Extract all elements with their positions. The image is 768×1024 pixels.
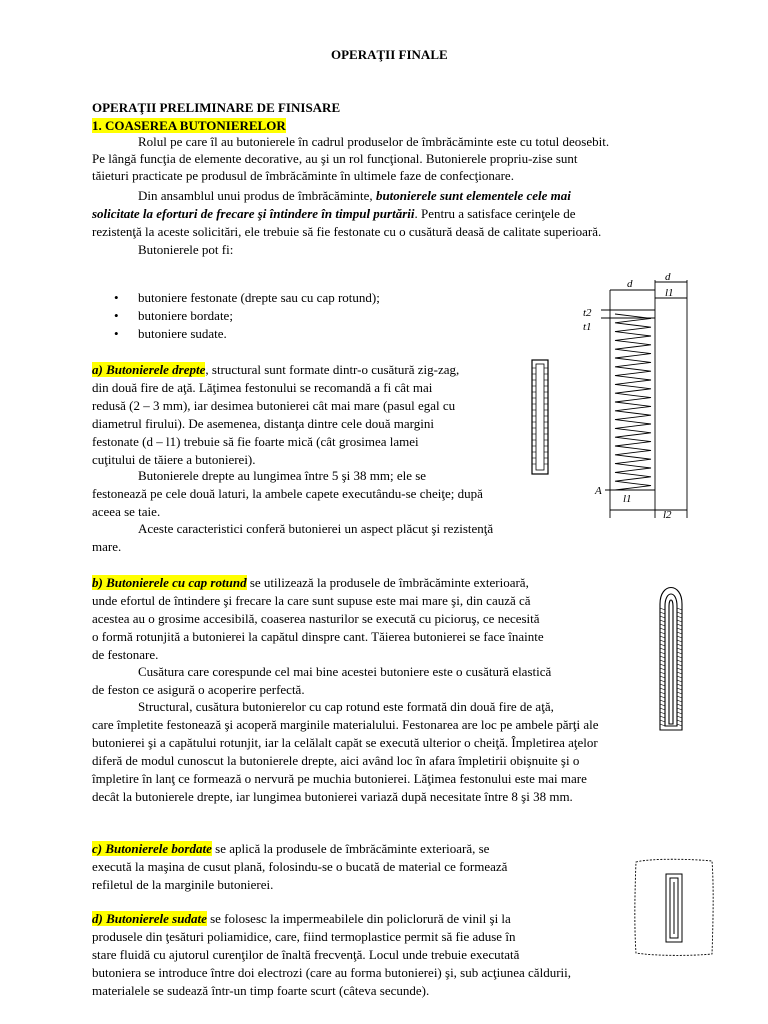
section-a-heading: a) Butonierele drepte [92, 362, 206, 377]
dimension-label-d: d [627, 278, 633, 290]
straight-buttonhole-figure [530, 358, 550, 476]
section-b-p2-line1: Cusătura care corespunde cel mai bine acestei butoniere este o cusătură elastică [138, 664, 552, 679]
section-d-line3: stare fluidă cu ajutorul curenţilor de înaltă frecvenţă. Locul unde trebuie executată [92, 947, 520, 962]
dimension-label-t1: t1 [583, 321, 592, 333]
bullet-text: butoniere sudate. [138, 326, 227, 341]
section-c-line1 [92, 841, 489, 857]
section-b-line5: de festonare. [92, 647, 159, 662]
dimension-label-t2: t2 [583, 307, 592, 319]
section-d-line5: materialele se sudează într-un timp foarte scurt (câteva secunde). [92, 983, 430, 998]
section-b-line1 [92, 575, 529, 591]
section-b-line1-text: se utilizează la produsele de îmbrăcăminte exterioară, [246, 575, 529, 590]
intro-p2-line1-b: butonierele sunt elementele cele mai [375, 188, 571, 203]
intro-p2-line2 [92, 206, 575, 222]
intro-p2-line2-b: . Pentru a satisface cerinţele de [414, 206, 576, 221]
section-b-p3-line1: Structural, cusătura butonierelor cu cap rotund este formată din două fire de aţă, [138, 699, 554, 714]
bullet-item [114, 326, 227, 342]
section-b-p3-line2: care împletite festonează şi acoperă marginile materialului. Festonarea are loc pe ambele părţi ale [92, 717, 599, 732]
bullet-text: butoniere festonate (drepte sau cu cap rotund); [138, 290, 380, 305]
intro-p2-line1 [138, 188, 571, 204]
bullet-item [114, 290, 380, 306]
section-a-line1 [92, 362, 459, 378]
bullet-dot-icon: • [114, 290, 119, 305]
section-c-line2: execută la maşina de cusut plană, folosindu-se o bucată de material ce formează [92, 859, 508, 874]
intro-p2-line2-a: solicitate la eforturi de frecare şi întindere în timpul purtării [92, 206, 415, 221]
section-a-line1-text: , structural sunt formate dintr-o cusătură zig-zag, [205, 362, 460, 377]
section-a-p3-line2: mare. [92, 539, 122, 554]
section-d-line1-text: se folosesc la impermeabilele din policlorură de vinil şi la [206, 911, 511, 926]
section-a-line6: cuţitului de tăiere a butonierei). [92, 452, 256, 467]
section-b-p3-line4: diferă de modul cunoscut la butonierele drepte, aici având loc în afara împletirii obişnuite şi o [92, 753, 580, 768]
bordered-buttonhole-figure [632, 856, 716, 958]
round-head-buttonhole-figure [652, 564, 690, 732]
section-c-line3: refiletul de la marginile butonierei. [92, 877, 274, 892]
bullet-text: butoniere bordate; [138, 308, 233, 323]
dimension-label-d-top: d [665, 271, 671, 283]
dimension-label-l2: l2 [663, 509, 672, 521]
dimension-label-l1-bottom: l1 [623, 493, 632, 505]
section-b-line3: acestea au o grosime accesibilă, coaserea nasturilor se execută cu picioruş, ce necesită [92, 611, 540, 626]
section-b-line2: unde efortul de întindere şi frecare la care sunt supuse este mai mare şi, din cauză că [92, 593, 531, 608]
section-b-heading: b) Butonierele cu cap rotund [92, 575, 247, 590]
page-title: OPERAŢII FINALE [331, 47, 448, 62]
intro-p1-line1: Rolul pe care îl au butonierele în cadrul produselor de îmbrăcăminte este cu totul deosebit. [138, 134, 610, 149]
section-d-heading: d) Butonierele sudate [92, 911, 207, 926]
section-heading: OPERAŢII PRELIMINARE DE FINISARE [92, 100, 341, 115]
section-d-line2: produsele din ţesături poliamidice, care, fiind termoplastice permit să fie aduse în [92, 929, 516, 944]
section-a-p2-line2: festonează pe cele două laturi, la ambele capete executându-se cheiţe; după [92, 486, 483, 501]
section-a-p2-line1: Butonierele drepte au lungimea între 5 şi 38 mm; ele se [138, 468, 427, 483]
dimension-label-l1: l1 [665, 287, 674, 299]
section-a-line3: redusă (2 – 3 mm), iar desimea butonierei cât mai mare (pasul egal cu [92, 398, 456, 413]
section-c-line1-text: se aplică la produsele de îmbrăcăminte exterioară, se [211, 841, 490, 856]
section-b-p2-line2: de feston ce asigură o acoperire perfectă. [92, 682, 305, 697]
section-a-p3-line1: Aceste caracteristici conferă butonierei un aspect plăcut şi rezistenţă [138, 521, 494, 536]
section-b-p3-line5: împletire în lanţ ce formează o nervură pe muchia butonierei. Lăţimea festonului este mai mare [92, 771, 587, 786]
intro-p2-line3: rezistenţă la aceste solicitări, ele trebuie să fie festonate cu o cusătură deasă de calitate superioară. [92, 224, 602, 239]
section-a-line4: diametrul firului). De asemenea, distanţa dintre cele două margini [92, 416, 434, 431]
intro-p1-line3: tăieturi practicate pe produsul de îmbrăcăminte în ultimele faze de confecţionare. [92, 168, 514, 183]
section-a-line5: festonate (d – l1) trebuie să fie foarte mică (cât grosimea lamei [92, 434, 419, 449]
section-b-p3-line6: decât la butonierele drepte, iar lungimea butonierei variază după necesitate între 8 şi 38 mm. [92, 789, 573, 804]
section-b-line4: o formă rotunjită a butonierei la capătul dinspre cant. Tăierea butonierei se face înainte [92, 629, 544, 644]
section-d-line4: butoniera se introduce între doi electrozi (care au forma butonierei) şi, sub acţiunea căldurii, [92, 965, 571, 980]
intro-p3: Butonierele pot fi: [138, 242, 234, 257]
bullet-item [114, 308, 233, 324]
zigzag-stitch-diagram [575, 270, 715, 522]
intro-p1-line2: Pe lângă funcţia de elemente decorative, au şi un rol funcţional. Butonierele propriu-zise sunt [92, 151, 578, 166]
section-c-heading: c) Butonierele bordate [92, 841, 212, 856]
bullet-dot-icon: • [114, 326, 119, 341]
dimension-label-a: A [595, 485, 602, 497]
section-a-p2-line3: aceea se taie. [92, 504, 161, 519]
section-d-line1 [92, 911, 511, 927]
subsection-heading [92, 118, 286, 134]
section-a-line2: din două fire de aţă. Lăţimea festonului se recomandă a fi cât mai [92, 380, 433, 395]
intro-p2-line1-a: Din ansamblul unui produs de îmbrăcăminte, [138, 188, 376, 203]
subsection-heading-text: 1. COASEREA BUTONIERELOR [92, 118, 286, 133]
section-b-p3-line3: butonierei şi a capătului rotunjit, iar la celălalt capăt se execută ulterior o cheiţă. Împletirea aţelor [92, 735, 598, 750]
bullet-dot-icon: • [114, 308, 119, 323]
